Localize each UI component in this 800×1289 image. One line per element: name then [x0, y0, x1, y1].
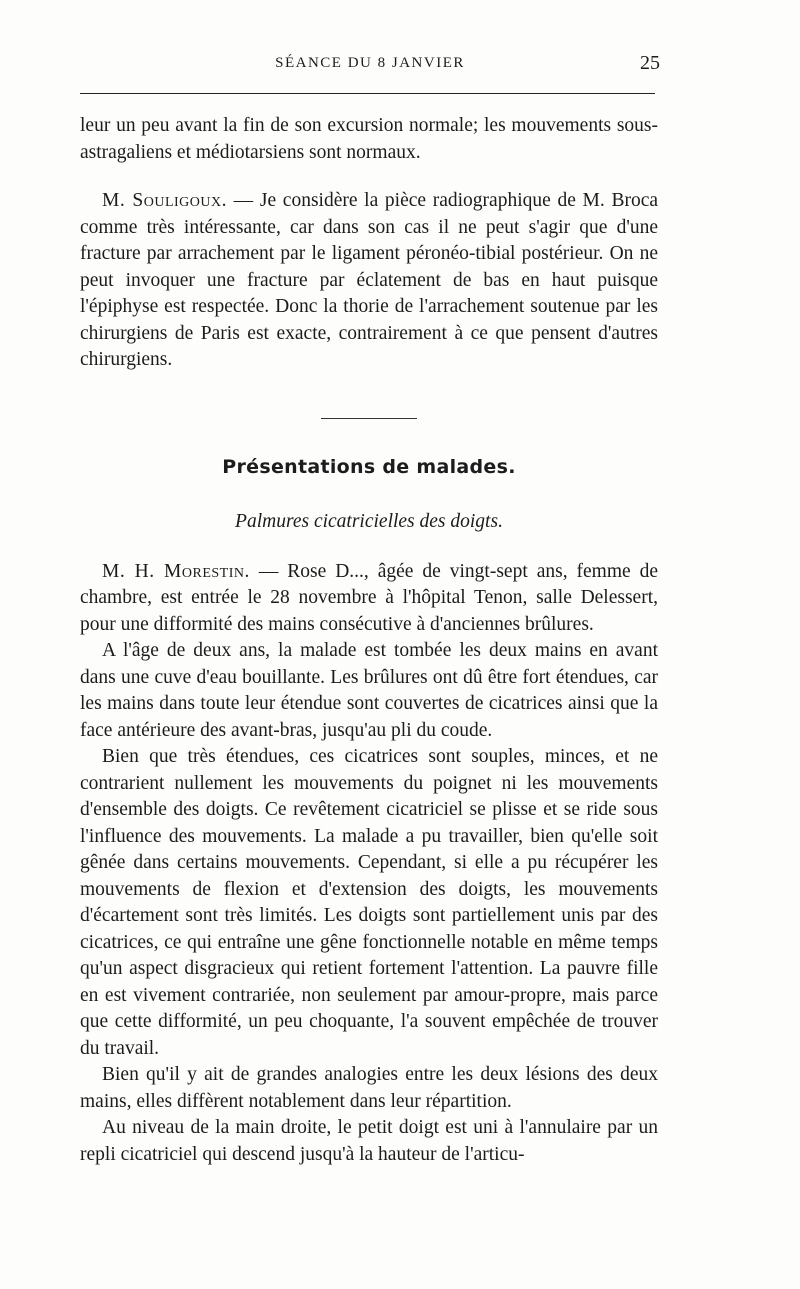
paragraph: Bien qu'il y ait de grandes analogies entre les deux lésions des deux mains, elles diffèrent notablement dans leur répartition. — [80, 1064, 658, 1112]
speaker-name: M. Souligoux. — [102, 190, 227, 211]
speaker-name: M. H. Morestin. — [102, 560, 250, 582]
page-number: 25 — [640, 52, 660, 74]
section-divider — [321, 418, 417, 419]
paragraph: Au niveau de la main droite, le petit doigt est uni à l'annulaire par un repli cicatriciel qui descend jusqu'à la hauteur de l'articu- — [80, 1117, 658, 1165]
paragraph: A l'âge de deux ans, la malade est tombée les deux mains en avant dans une cuve d'eau bouillante. Les brûlures ont dû être fort étendues, car les mains dans toute leur étendue sont couvertes de cicatrices ainsi que la face antérieure des avant-bras, jusqu'au pli du coude. — [80, 640, 658, 741]
section-subtitle: Palmures cicatricielles des doigts. — [235, 511, 503, 532]
continuation-paragraph: leur un peu avant la fin de son excursion normale; les mouvements sous-astragaliens et médiotarsiens sont normaux. — [80, 115, 658, 163]
running-head — [80, 52, 660, 81]
paragraph-text: — Rose D..., âgée de vingt-sept ans, femme de chambre, est entrée le 28 novembre à l'hôpital Tenon, salle Delessert, pour une difformité des mains consécutive à d'anciennes brûlures. — [80, 560, 658, 635]
morestin-paragraph — [80, 559, 658, 639]
section-title: Présentations de malades. — [222, 455, 516, 478]
paragraph-text: — Je considère la pièce radiographique de M. Broca comme très intéressante, car dans son cas il ne peut s'agir que d'une fracture par arrachement par le ligament péronéo-tibial postérieur. On ne peut invoquer une fracture par éclatement de bas en haut puisque l'épiphyse est respectée. Donc la thorie de l'arrachement soutenue par les chirurgiens de Paris est exacte, contrairement à ce que pensent d'autres chirurgiens. — [80, 190, 658, 370]
paragraph: Bien que très étendues, ces cicatrices sont souples, minces, et ne contrarient nullement les mouvements du poignet ni les mouvements d'ensemble des doigts. Ce revêtement cicatriciel se plisse et se ride sous l'influence des mouvements. La malade a pu travailler, bien qu'elle soit gênée dans certains mouvements. Cependant, si elle a pu récupérer les mouvements de flexion et d'extension des doigts, les mouvements d'écartement sont très limités. Les doigts sont partiellement unis par des cicatrices, ce qui entraîne une gêne fonctionnelle notable en même temps qu'un aspect disgracieux qui retient fortement l'attention. La pauvre fille en est vivement contrariée, non seulement par amour-propre, mais parce que cette difformité, un peu choquante, l'a souvent empêchée de trouver du travail. — [80, 746, 658, 1059]
souligoux-paragraph — [80, 188, 658, 374]
running-title: SÉANCE DU 8 JANVIER — [275, 55, 465, 71]
header-rule — [80, 93, 655, 94]
page-body — [80, 113, 658, 1168]
